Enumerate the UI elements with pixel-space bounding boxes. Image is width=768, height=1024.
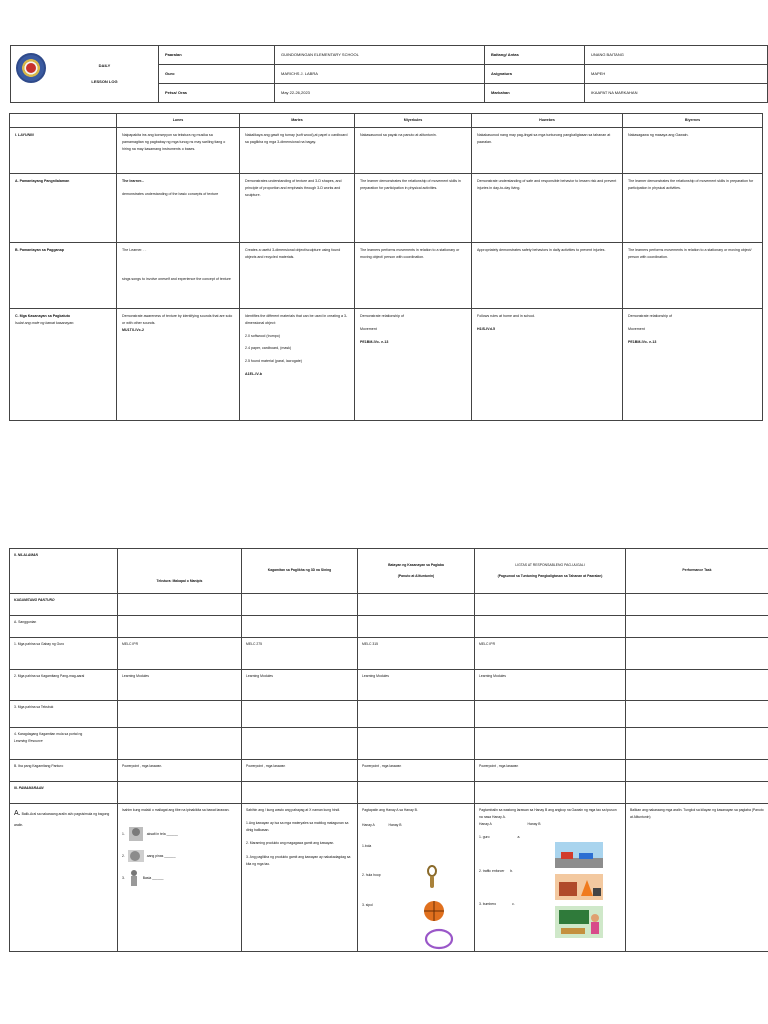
nilalaman-tuesday: Kagamitan sa Paglikha ng 3D na Sining — [242, 549, 358, 594]
hula-hoop-icon — [424, 928, 454, 950]
gabay-monday: MELC IPR — [118, 638, 242, 670]
layunin-monday: Naipapakita ins ang konsepyon sa tekstura ng musika sa pamamagitan ng pagbabay ng mga tunog ns may sariling tiang o hiring na may kasamang instruments o bases. — [117, 128, 240, 174]
day-header-thursday: Huwebes — [472, 114, 623, 128]
pamantayang-wednesday: The learner demonstrates the relationship of movement skills in preparation for participation in physical activities. — [355, 174, 472, 243]
pagkatuto-friday: Demonstrate relationship of — [628, 314, 672, 318]
row-label-pamamaraan: III. PAMAMARAAN — [10, 782, 118, 804]
row-label-sanggunian: A. Sanggunian — [10, 616, 118, 638]
pagkatuto-thursday-code: H1IS-IVd-5 — [477, 326, 495, 331]
paggaganap-tuesday: Creates a useful 3-dimensional object/sculpture using found objects and recycled materials. — [240, 243, 355, 309]
pagkatuto-thursday: Follows rules at home and in school. — [477, 314, 536, 318]
label-petsa: Petsa/ Oras — [159, 84, 275, 103]
balik-friday: Balikan ang nakaraang mga aralin. Tungkol sa kilayan ng kasanayan sa paglaba (Panuto at Alituntunin) — [626, 804, 768, 952]
pagkatuto-tuesday: Identifies the different materials that can be used in creating a 3-dimensional object: — [245, 314, 348, 325]
row-label-paggaganap: B. Pamantayan sa Pagganap — [10, 243, 117, 309]
nilalaman-wednesday-1: Batayan ng Kasanayan sa Paglaba — [388, 562, 444, 567]
balik-thursday-col-a: Hanay A — [479, 822, 492, 827]
balik-wednesday-item: 2. hula hoop — [362, 873, 381, 878]
balik-tuesday: Sabihin ang / kung wasto ang pahayag at X naman kung hindi. — [246, 808, 341, 812]
basketball-icon — [423, 900, 445, 922]
title-daily: DAILY — [98, 63, 111, 69]
paggaganap-thursday: Appropriately demonstrates safety behaviors in daily activities to prevent injuries. — [472, 243, 623, 309]
balik-monday-num: 1. — [122, 832, 125, 837]
kagamitang-mag-wednesday: Learning Modules — [358, 670, 475, 701]
pagkatuto-tuesday-item: 2.4 paper, cardboard, (mask) — [245, 346, 292, 351]
balik-thursday-item: 2. traffic enforcer — [479, 868, 505, 873]
row-label-pamantayang: A. Pamantayang Pangnilalaman — [10, 174, 117, 243]
pagkatuto-wednesday-2: Movement — [360, 326, 377, 331]
paggaganap-monday-head: The Learner. . . — [122, 248, 147, 252]
pamantayang-monday-head: The learner... — [122, 179, 145, 183]
layunin-thursday: Nakakasunod nang may pag-iingat sa mga tuntunong pangkaligtasan sa tahanan at paaralan. — [472, 128, 623, 174]
label-paaralan: Paaralan — [159, 46, 275, 65]
layunin-wednesday: Nakasasunod sa payak na panuto at alituntunin. — [355, 128, 472, 174]
gabay-thursday: MELC IPR — [475, 638, 626, 670]
objectives-table — [9, 113, 763, 421]
animal-picture-1 — [126, 824, 146, 844]
day-header-tuesday: Martes — [240, 114, 355, 128]
pagkatuto-friday-2: Movement — [628, 326, 645, 331]
balik-tuesday-item: 1.Ang kawayan ay isa sa mga materyales sa mabilog matagunan sa dinig balikasan. — [246, 821, 349, 833]
nilalaman-monday: Tekstura: Makapal o Manipis — [118, 549, 242, 594]
layunin-tuesday: Nakalikaya ang gawit ng tumay (soft wood),at papel o cardboard sa paglikha ng mga 3-dimensional na bagay. — [240, 128, 355, 174]
nilalaman-wednesday-2: (Panuto at Alituntunin) — [397, 574, 435, 578]
balik-monday-num: 2. — [122, 854, 125, 859]
row-label-lrmds: 4. Karagdagang Kagamitan mula sa portal ng — [14, 732, 83, 736]
row-label-nilalaman: II. NILALAMAN — [10, 549, 118, 594]
value-paaralan: GUINDOMINGAN ELEMENTARY SCHOOL — [275, 46, 485, 65]
pagkatuto-monday-code: MU1TX-IVc-2 — [122, 327, 144, 332]
balik-monday: Isahim kung malaki o maliagat ang tibe na ipinakikita sa bawat larawan. — [122, 808, 230, 812]
balik-tuesday-item: 3. Ang paglikha ng produkto gamit ang kawayan ay nakakadagdag sa kita ng mga tao. — [246, 854, 351, 866]
balik-thursday-letter: c. — [512, 901, 515, 906]
balik-thursday: Pagtambalin sa wastong larawan sa Hanay B ang angkop na Gawain ng mga tao sa tpuson na nasa Hanay A. — [479, 808, 617, 820]
row-label-kagamitang: KAGAMITANG PANTURO — [10, 594, 118, 616]
balik-monday-item: Basia ______ — [142, 876, 164, 881]
kagamitang-mag-tuesday: Learning Modules — [242, 670, 358, 701]
iba-wednesday: Powerpoint , mga larawan — [358, 760, 475, 782]
pagkatuto-tuesday-item: 2.5 found material (paral, lacrogate) — [245, 359, 302, 364]
day-header-monday: Lunes — [117, 114, 240, 128]
value-baitang: UNANG BAITANG — [585, 46, 768, 65]
gabay-wednesday: MELC 315 — [358, 638, 475, 670]
label-asignatura: Asignatura — [485, 65, 585, 84]
nilalaman-thursday-1: LIGTAS AT RESPONSABLENG PAG-UUGALI — [515, 562, 585, 567]
row-label-gabay: 1. Mga pahina sa Gabay ng Guro — [10, 638, 118, 670]
balik-monday-item: aksalt in tela ______ — [146, 832, 178, 837]
balik-wednesday-col-a: Hanay A — [362, 823, 375, 828]
label-markahan: Markahan — [485, 84, 585, 103]
paggaganap-monday: sings songs to involve oneself and experience the concept of texture — [122, 276, 231, 281]
whistle-icon — [424, 864, 440, 890]
nilalaman-friday: Performance Task — [626, 549, 768, 594]
pagkatuto-tuesday-item: 2.0 softwood (trumpo) — [245, 333, 280, 338]
row-label-pagkatuto-sub: Isulat ang code ng bawat kasanayan. — [15, 320, 75, 325]
balik-thursday-col-b: Hanay B — [527, 822, 541, 827]
gabay-tuesday: MELC 275 — [242, 638, 358, 670]
balik-thursday-letter: b. — [510, 868, 514, 873]
person-picture-3 — [126, 868, 142, 888]
value-petsa: May 22-26,2023 — [275, 84, 485, 103]
day-header-friday: Biyernes — [623, 114, 763, 128]
value-asignatura: MAPEH — [585, 65, 768, 84]
row-label-balik: Balik-Aral sa nakaraang aralin at/o pagsisimula ng bagong aralin. — [14, 812, 110, 827]
balik-monday-num: 3. — [122, 876, 125, 881]
row-label-kagamitang-mag: 2. Mga pahina sa Kagamitang Pang-mag-aaral — [10, 670, 118, 701]
pagkatuto-wednesday: Demonstrate relationship of — [360, 314, 404, 318]
layunin-friday: Nakasagawa ng masaya ang Gawain. — [623, 128, 763, 174]
balik-thursday-item: 3. bumbero — [479, 901, 497, 906]
kagamitang-mag-monday: Learning Modules — [118, 670, 242, 701]
balik-letter: A. — [14, 810, 21, 817]
label-baitang: Baitang/ Antas — [485, 46, 585, 65]
balik-tuesday-item: 2. Maraming produkto ang magagawa gamit ang kawayan. — [246, 841, 335, 846]
pagkatuto-monday: Demonstrate awareness of texture by identifying sounds that are solo or with other sounds. — [122, 314, 233, 325]
pamantayang-tuesday: Demonstrates understanding of texture and 3-D shapes, and principle of proportion and emphasis through 3-D works and sculpture. — [240, 174, 355, 243]
row-label-teksbuk: 3. Mga pahina sa Teksbuk — [10, 701, 118, 728]
fire-scene-picture — [555, 874, 603, 900]
balik-thursday-letter: a. — [517, 835, 521, 840]
label-guro: Guro — [159, 65, 275, 84]
day-header-wednesday: Miyerkules — [355, 114, 472, 128]
kagamitang-mag-thursday: Learning Modules — [475, 670, 626, 701]
pagkatuto-wednesday-code: PE1BM-IVc- e-13 — [360, 339, 389, 344]
value-guro: MARICHS J. LABRA — [275, 65, 485, 84]
balik-monday-item: aang pinas ______ — [146, 854, 176, 859]
content-procedure-table — [9, 548, 768, 952]
row-label-iba: B. Iba pang Kagamitang Panturo — [10, 760, 118, 782]
paggaganap-wednesday: The learners performs movements in relation to a stationary or moving object/ person with coordination. — [355, 243, 472, 309]
pamantayang-monday: demonstrates understanding of the basic concepts of texture — [122, 191, 219, 196]
balik-wednesday: Pagtapatin ang Hanay A sa Hanay B. — [362, 808, 418, 812]
iba-thursday: Powerpoint , mga larawan — [475, 760, 626, 782]
paggaganap-friday: The learners performs movements in relation to a stationary or moving object/ person with coordination. — [623, 243, 763, 309]
row-label-layunin: I. LAYUNIN — [10, 128, 117, 174]
animal-picture-2 — [126, 846, 146, 866]
pamantayang-thursday: Demonstrate understanding of safe and responsible behavior to lessen risk and prevent injuries in day-to-day living. — [472, 174, 623, 243]
pagkatuto-friday-code: PE1BM-IVc- e-13 — [628, 339, 657, 344]
value-markahan: IKAAPAT NA MARKAHAN — [585, 84, 768, 103]
nilalaman-thursday-2: (Pagsunod sa Tuntuning Pangkaligtasan sa Tahanan at Paaralan) — [497, 574, 603, 578]
row-label-lrmds-2: Learning Resource — [14, 739, 43, 744]
balik-wednesday-item: 3. sipol — [362, 902, 373, 907]
title-lesson-log: LESSON LOG — [91, 79, 118, 84]
header-table — [10, 45, 768, 103]
iba-monday: Powerpoint , mga larawan. — [118, 760, 242, 782]
pamantayang-friday: The learner demonstrates the relationship of movement skills in preparation for participation in physical activities. — [623, 174, 763, 243]
iba-tuesday: Powerpoint , mga larawan — [242, 760, 358, 782]
balik-wednesday-item: 1.bola — [362, 844, 372, 849]
row-label-pagkatuto: C. Mga Kasanayan sa Pagkatuto — [15, 314, 71, 318]
pagkatuto-tuesday-code: A1EL-IV-b — [245, 372, 262, 377]
traffic-street-picture — [555, 842, 603, 868]
balik-thursday-item: 1. guro — [479, 835, 490, 840]
classroom-picture — [555, 906, 603, 938]
balik-wednesday-col-b: Hanay B — [388, 823, 402, 828]
